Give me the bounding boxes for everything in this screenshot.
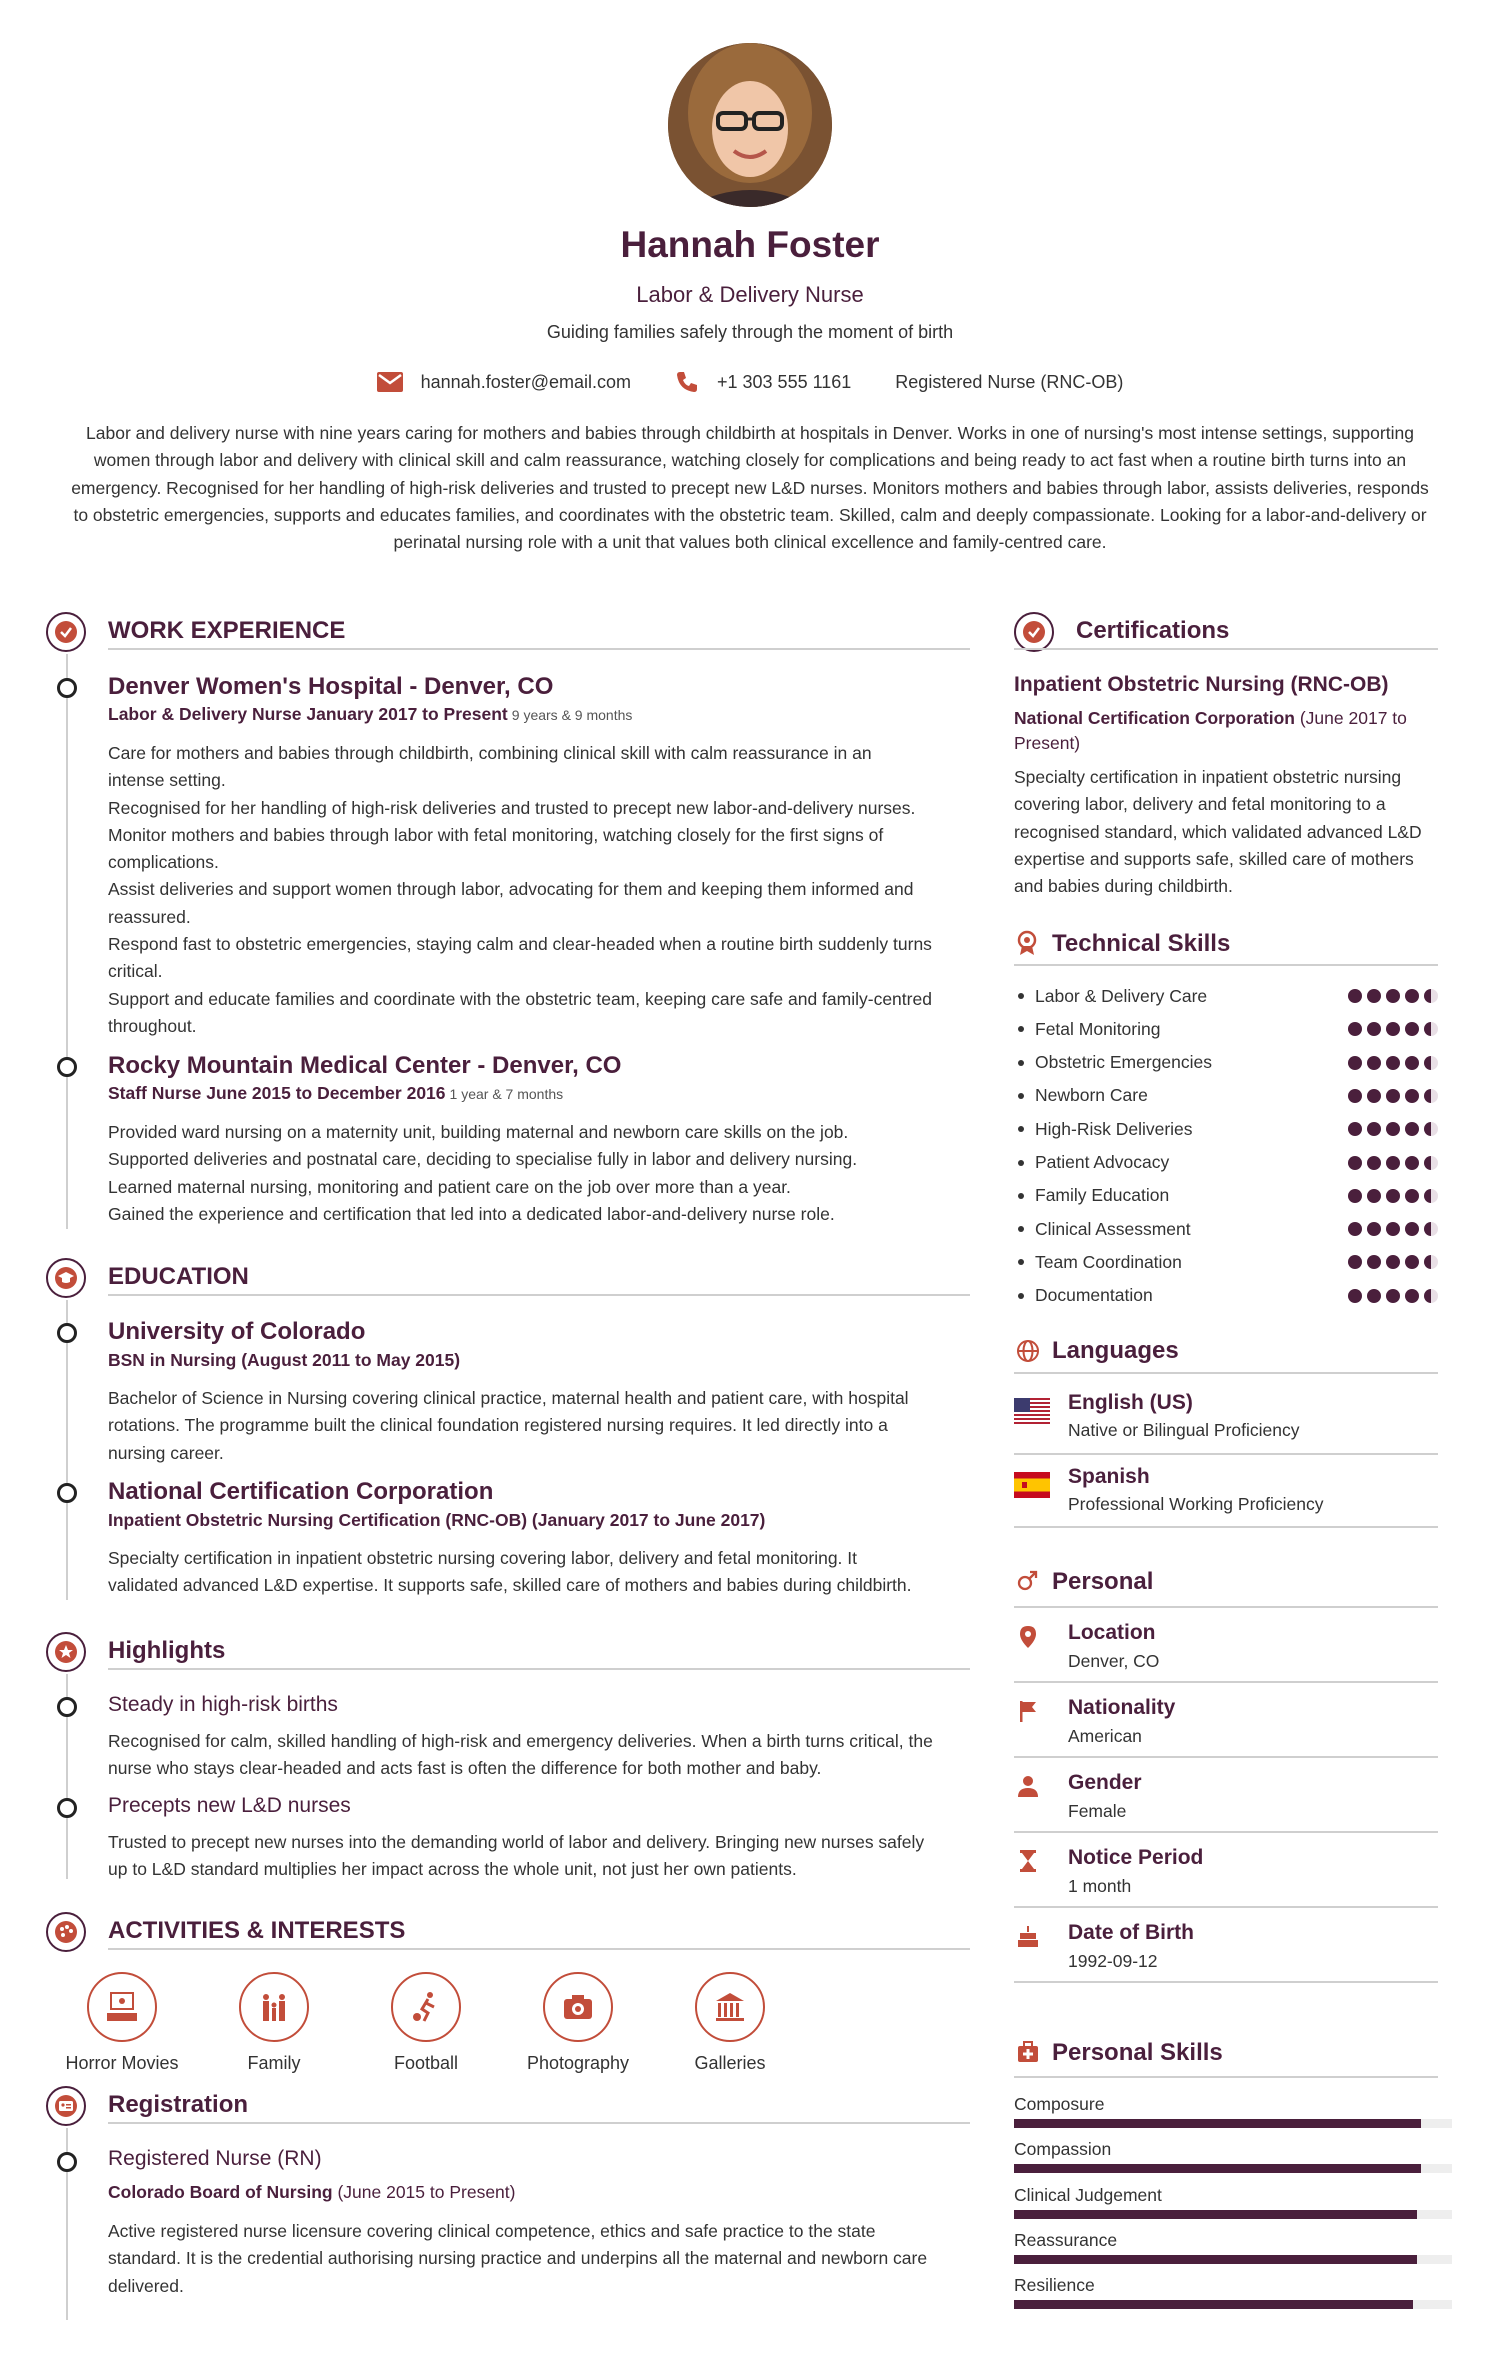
activity-item [503, 1972, 653, 2074]
highlight-description [108, 1728, 978, 1783]
phone-text: +1 303 555 1161 [717, 371, 852, 392]
certifications-section-icon [1014, 612, 1054, 652]
rating-dot [1367, 1189, 1381, 1203]
list-bullet [1018, 1226, 1024, 1232]
rating-dot [1424, 1022, 1438, 1036]
personal-label: Nationality [1068, 1696, 1176, 1719]
personal-skill-bar-fill [1014, 2119, 1421, 2128]
rating-dot [1367, 1022, 1381, 1036]
registration-dates: (June 2015 to Present) [337, 2182, 516, 2202]
timeline-dot [57, 2152, 77, 2172]
technical-skill-row [1014, 1281, 1438, 1311]
activity-label: Family [247, 2053, 301, 2073]
first-aid-kit-icon [1016, 2040, 1040, 2064]
email-text: hannah.foster@email.com [420, 371, 631, 392]
degree-text: Inpatient Obstetric Nursing Certification (RNC-OB) [108, 1510, 528, 1530]
technical-skill-row [1014, 1114, 1438, 1144]
technical-skill-label: Newborn Care [1035, 1085, 1148, 1106]
personal-skills-divider [1014, 2076, 1438, 2078]
rating-dot [1348, 1255, 1362, 1269]
personal-separator [1014, 1981, 1438, 1983]
degree-line: Bachelor of Science in Nursing covering clinical practice, maternal health and patient care, with hospital [108, 1388, 909, 1408]
degree-description [108, 1385, 978, 1467]
rating-dot [1367, 989, 1381, 1003]
activities-divider [108, 1948, 970, 1950]
job-role [108, 1083, 563, 1104]
avatar [668, 43, 832, 207]
activity-icon-ring [543, 1972, 613, 2042]
personal-separator [1014, 1831, 1438, 1833]
language-name: English (US) [1068, 1391, 1193, 1414]
highlights-section-title: Highlights [108, 1637, 226, 1664]
personal-separator [1014, 1756, 1438, 1758]
school-name: University of Colorado [108, 1318, 366, 1345]
highlights-section-icon [46, 1632, 86, 1672]
list-bullet [1018, 1026, 1024, 1032]
rating-dot [1348, 1089, 1362, 1103]
rating-dot [1405, 1289, 1419, 1303]
list-bullet [1018, 1126, 1024, 1132]
rating-dot [1348, 1056, 1362, 1070]
job-line: intense setting. [108, 770, 226, 791]
education-section-icon [46, 1258, 86, 1298]
award-icon [1016, 930, 1038, 956]
rating-dot [1386, 1222, 1400, 1236]
rating-dot [1348, 1022, 1362, 1036]
personal-skill-bar [1014, 2210, 1452, 2219]
certification-line: covering labor, delivery and fetal monitoring to a [1014, 794, 1386, 815]
registration-section-icon [46, 2086, 86, 2126]
degree-dates: (August 2011 to May 2015) [241, 1350, 461, 1370]
degree-line: nursing career. [108, 1442, 224, 1463]
list-bullet [1018, 1293, 1024, 1299]
id-card-icon [54, 2094, 78, 2118]
rating-dot [1424, 1089, 1438, 1103]
degree-line: rotations. The programme built the clinical foundation registered nursing requires. It led directly into a [108, 1415, 888, 1436]
certification-dates-b: Present) [1014, 733, 1081, 753]
rating-dot [1424, 1289, 1438, 1303]
activity-label: Photography [526, 2053, 630, 2073]
skill-rating [1348, 1022, 1438, 1036]
certification-line: recognised standard, which validated advanced L&D [1014, 821, 1422, 842]
personal-skill-bar [1014, 2255, 1452, 2264]
palette-icon [54, 1920, 78, 1944]
language-level: Native or Bilingual Proficiency [1068, 1420, 1300, 1440]
skill-rating [1348, 1122, 1438, 1136]
personal-value: Denver, CO [1068, 1651, 1160, 1671]
technical-skill-label: Patient Advocacy [1035, 1152, 1170, 1172]
technical-skill-label: Documentation [1035, 1285, 1153, 1306]
skill-rating [1348, 1089, 1438, 1103]
rating-dot [1405, 1122, 1419, 1136]
technical-skill-label: Team Coordination [1035, 1251, 1182, 1272]
job-role-text: Labor & Delivery Nurse January 2017 to Present [108, 704, 508, 724]
technical-skill-label: High-Risk Deliveries [1035, 1118, 1193, 1139]
degree-line [108, 1510, 765, 1531]
work-section-icon [46, 612, 86, 652]
list-bullet [1018, 1160, 1024, 1166]
activity-icon-ring [695, 1972, 765, 2042]
camera-icon [560, 1989, 596, 2025]
rating-dot [1348, 1189, 1362, 1203]
technical-skill-row [1014, 1214, 1438, 1244]
phone-icon [675, 370, 699, 394]
degree-line: Specialty certification in inpatient obstetric nursing covering labor, delivery and fetal monitoring. It [108, 1548, 858, 1568]
registration-line: standard. It is the credential authorising nursing practice and underpins all the maternal and newborn care [108, 2248, 928, 2269]
job-role [108, 704, 632, 725]
rating-dot [1367, 1255, 1381, 1269]
job-org: Rocky Mountain Medical Center - Denver, CO [108, 1052, 622, 1079]
highlight-title: Steady in high-risk births [108, 1693, 338, 1716]
personal-separator [1014, 1906, 1438, 1908]
rating-dot [1424, 1056, 1438, 1070]
work-timeline [66, 654, 68, 1229]
hourglass-icon [1016, 1849, 1040, 1873]
job-line: Support and educate families and coordinate with the obstetric team, keeping care safe and family-centred [108, 988, 932, 1009]
rating-dot [1405, 1255, 1419, 1269]
contact-email[interactable] [377, 372, 631, 393]
timeline-dot [57, 1057, 77, 1077]
family-icon [256, 1989, 292, 2025]
rating-dot [1405, 1022, 1419, 1036]
skill-rating [1348, 1222, 1438, 1236]
job-role-text: Staff Nurse June 2015 to December 2016 [108, 1083, 446, 1103]
personal-skill-bar [1014, 2164, 1452, 2173]
rating-dot [1424, 1156, 1438, 1170]
technical-skills-title: Technical Skills [1052, 930, 1231, 957]
us-flag [1014, 1398, 1050, 1424]
technical-skill-label: Obstetric Emergencies [1035, 1052, 1213, 1073]
rating-dot [1424, 1222, 1438, 1236]
timeline-dot [57, 678, 77, 698]
rating-dot [1367, 1122, 1381, 1136]
personal-label: Location [1068, 1621, 1156, 1644]
certification-line: Specialty certification in inpatient obstetric nursing [1014, 767, 1402, 787]
rating-dot [1386, 1255, 1400, 1269]
rating-dot [1405, 1089, 1419, 1103]
skill-rating [1348, 1189, 1438, 1203]
email-icon [377, 372, 403, 392]
technical-skill-label: Labor & Delivery Care [1035, 985, 1208, 1006]
certification-name: Inpatient Obstetric Nursing (RNC-OB) [1014, 673, 1389, 696]
rating-dot [1424, 1122, 1438, 1136]
job-duration: 9 years & 9 months [511, 707, 633, 723]
degree-line [108, 1350, 460, 1371]
rating-dot [1348, 1222, 1362, 1236]
personal-skill-bar-fill [1014, 2255, 1417, 2264]
certifications-divider [1014, 648, 1438, 650]
rating-dot [1386, 1022, 1400, 1036]
job-line: Care for mothers and babies through childbirth, combining clinical skill with calm reassurance in an [108, 743, 872, 763]
rating-dot [1367, 1289, 1381, 1303]
rating-dot [1405, 1156, 1419, 1170]
job-org: Denver Women's Hospital - Denver, CO [108, 673, 554, 700]
job-line: Recognised for her handling of high-risk deliveries and trusted to precept new labor-and-delivery nurses. [108, 797, 916, 818]
personal-label: Gender [1068, 1771, 1142, 1794]
job-duration: 1 year & 7 months [449, 1086, 564, 1102]
personal-separator [1014, 1681, 1438, 1683]
job-line: reassured. [108, 906, 191, 927]
skill-rating [1348, 1156, 1438, 1170]
language-separator [1014, 1526, 1438, 1528]
summary: Labor and delivery nurse with nine years caring for mothers and babies through childbirth at hospitals in Denver. Works in one of nursing's most intense settings, supporting women through labor and delivery with clinical skill and calm reassurance, watching closely for complications and being ready to act fast when a routine birth turns into an emergency. Recognised for her handling of high-risk deliveries and trusted to precept new L&D nurses. Monitors mothers and babies through labor, assists deliveries, responds to obstetric emergencies, supports and educates families, and coordinates with the obstetric team. Skilled, calm and deeply compassionate. Looking for a labor-and-delivery or perinatal nursing role with a unit that values both clinical excellence and family-centred care. [71, 423, 1429, 553]
license-text: Registered Nurse (RNC-OB) [895, 371, 1124, 392]
rating-dot [1367, 1222, 1381, 1236]
technical-skill-row [1014, 1014, 1438, 1044]
highlight-line: Recognised for calm, skilled handling of high-risk and emergency deliveries. When a birth turns critical, the [108, 1731, 933, 1751]
registration-line: delivered. [108, 2275, 184, 2296]
timeline-dot [57, 1483, 77, 1503]
rating-dot [1424, 1255, 1438, 1269]
activity-item [351, 1972, 501, 2074]
list-bullet [1018, 1259, 1024, 1265]
badge-check-icon [54, 620, 78, 644]
registration-issuer: Colorado Board of Nursing [108, 2182, 333, 2202]
activities-section-icon [46, 1912, 86, 1952]
football-icon [408, 1989, 444, 2025]
certification-issuer [1014, 706, 1438, 756]
job-line: Assist deliveries and support women through labor, advocating for them and keeping them informed and [108, 879, 914, 900]
rating-dot [1386, 1156, 1400, 1170]
technical-skill-row [1014, 1247, 1438, 1277]
graduation-cap-icon [54, 1266, 78, 1290]
certification-line: and babies during childbirth. [1014, 876, 1233, 897]
activities-section-title: ACTIVITIES & INTERESTS [108, 1917, 406, 1944]
job-line: critical. [108, 961, 163, 982]
registration-line: Active registered nurse licensure covering clinical competence, ethics and safe practice to the state [108, 2221, 876, 2241]
registration-divider [108, 2122, 970, 2124]
personal-label: Notice Period [1068, 1846, 1204, 1869]
rating-dot [1405, 1056, 1419, 1070]
highlight-title: Precepts new L&D nurses [108, 1794, 351, 1817]
personal-value: 1 month [1068, 1876, 1132, 1896]
technical-skill-row [1014, 1148, 1438, 1178]
personal-value: American [1068, 1726, 1142, 1746]
rating-dot [1405, 1222, 1419, 1236]
job-line: throughout. [108, 1015, 197, 1036]
degree-description [108, 1545, 978, 1600]
technical-skill-row [1014, 1181, 1438, 1211]
cinema-icon [104, 1989, 140, 2025]
school-name: National Certification Corporation [108, 1478, 494, 1505]
education-timeline [66, 1300, 68, 1600]
personal-skill-bar-fill [1014, 2210, 1417, 2219]
personal-skill-label: Reassurance [1014, 2229, 1118, 2250]
rating-dot [1348, 989, 1362, 1003]
personal-skill-label: Resilience [1014, 2275, 1095, 2296]
activity-icon-ring [239, 1972, 309, 2042]
technical-skill-row [1014, 1081, 1438, 1111]
personal-label: Date of Birth [1068, 1921, 1194, 1944]
activity-item [655, 1972, 805, 2074]
education-section-title: EDUCATION [108, 1263, 249, 1290]
rating-dot [1424, 989, 1438, 1003]
degree-text: BSN in Nursing [108, 1350, 237, 1370]
personal-value: Female [1068, 1801, 1127, 1821]
work-divider [108, 648, 970, 650]
personal-skill-label: Compassion [1014, 2139, 1112, 2160]
contact-bar [0, 370, 1500, 394]
rating-dot [1386, 1189, 1400, 1203]
timeline-dot [57, 1697, 77, 1717]
technical-skill-row [1014, 981, 1438, 1011]
rating-dot [1386, 1289, 1400, 1303]
activity-item [199, 1972, 349, 2074]
rating-dot [1405, 1189, 1419, 1203]
skill-rating [1348, 989, 1438, 1003]
person-icon [1016, 1774, 1040, 1798]
job-line: Gained the experience and certification that led into a dedicated labor-and-delivery nurse role. [108, 1203, 835, 1224]
rating-dot [1367, 1089, 1381, 1103]
technical-skill-row [1014, 1048, 1438, 1078]
timeline-dot [57, 1798, 77, 1818]
personal-skill-label: Composure [1014, 2094, 1105, 2114]
rating-dot [1424, 1189, 1438, 1203]
job-description [108, 740, 978, 1040]
skill-rating [1348, 1289, 1438, 1303]
list-bullet [1018, 993, 1024, 999]
technical-skill-label: Family Education [1035, 1185, 1170, 1206]
rating-dot [1386, 1056, 1400, 1070]
skill-rating [1348, 1056, 1438, 1070]
personal-skill-bar [1014, 2119, 1452, 2128]
highlight-description [108, 1829, 978, 1884]
flag-icon [1016, 1699, 1040, 1723]
registration-issuer-line [108, 2182, 515, 2203]
technical-skill-label: Fetal Monitoring [1035, 1018, 1161, 1039]
activity-icon-ring [87, 1972, 157, 2042]
degree-dates: (January 2017 to June 2017) [531, 1510, 766, 1530]
highlights-divider [108, 1668, 970, 1670]
rating-dot [1405, 989, 1419, 1003]
globe-icon [1016, 1339, 1040, 1363]
star-icon [54, 1640, 78, 1664]
languages-divider [1014, 1372, 1438, 1374]
job-line: Learned maternal nursing, monitoring and patient care on the job over more than a year. [108, 1176, 791, 1197]
technical-skill-label: Clinical Assessment [1035, 1218, 1191, 1239]
rating-dot [1386, 1089, 1400, 1103]
contact-phone[interactable] [675, 370, 851, 394]
degree-line: validated advanced L&D expertise. It supports safe, skilled care of mothers and babies during childbirth. [108, 1575, 912, 1596]
job-description [108, 1119, 978, 1228]
registration-section-title: Registration [108, 2091, 249, 2118]
activity-label: Galleries [694, 2053, 766, 2073]
certifications-title: Certifications [1076, 617, 1230, 644]
personal-skill-bar [1014, 2300, 1452, 2309]
job-line: complications. [108, 852, 219, 873]
activity-label: Horror Movies [65, 2053, 179, 2073]
list-bullet [1018, 1093, 1024, 1099]
work-section-title: WORK EXPERIENCE [108, 617, 346, 644]
technical-skills-divider [1014, 964, 1438, 966]
rating-dot [1348, 1122, 1362, 1136]
rating-dot [1367, 1056, 1381, 1070]
highlight-line: up to L&D standard multiplies her impact across the whole unit, not just her own patients. [108, 1859, 797, 1880]
registration-name: Registered Nurse (RN) [108, 2147, 322, 2170]
personal-skill-bar-fill [1014, 2300, 1413, 2309]
job-line: Monitor mothers and babies through labor with fetal monitoring, watching closely for the first signs of [108, 824, 884, 845]
tagline: Guiding families safely through the moment of birth [546, 322, 954, 342]
rating-dot [1367, 1156, 1381, 1170]
education-divider [108, 1294, 970, 1296]
job-line: Respond fast to obstetric emergencies, staying calm and clear-headed when a routine birth suddenly turns [108, 934, 932, 955]
candidate-name: Hannah Foster [620, 224, 880, 265]
languages-title: Languages [1052, 1337, 1179, 1364]
highlight-line: Trusted to precept new nurses into the demanding world of labor and delivery. Bringing new nurses safely [108, 1832, 925, 1852]
location-pin-icon [1016, 1625, 1040, 1649]
timeline-dot [57, 1323, 77, 1343]
gender-symbol-icon [1016, 1570, 1038, 1592]
personal-divider [1014, 1606, 1438, 1608]
contact-license [895, 372, 1123, 393]
personal-skill-bar-fill [1014, 2164, 1421, 2173]
rating-dot [1348, 1156, 1362, 1170]
language-separator [1014, 1453, 1438, 1455]
personal-skill-label: Clinical Judgement [1014, 2184, 1162, 2205]
language-name: Spanish [1068, 1465, 1150, 1488]
rating-dot [1386, 989, 1400, 1003]
certification-line: expertise and supports safe, skilled care of mothers [1014, 848, 1414, 869]
personal-skills-title: Personal Skills [1052, 2039, 1223, 2066]
activity-item [47, 1972, 197, 2074]
gallery-icon [712, 1989, 748, 2025]
job-line: Supported deliveries and postnatal care, deciding to specialise fully in labor and delivery nursing. [108, 1149, 858, 1170]
personal-value: 1992-09-12 [1068, 1951, 1158, 1971]
certification-issuer-name: National Certification Corporation [1014, 708, 1295, 728]
rating-dot [1386, 1122, 1400, 1136]
personal-title: Personal [1052, 1568, 1154, 1595]
job-title: Labor & Delivery Nurse [636, 282, 864, 307]
activity-icon-ring [391, 1972, 461, 2042]
skill-rating [1348, 1255, 1438, 1269]
language-level: Professional Working Proficiency [1068, 1494, 1324, 1514]
registration-description [108, 2218, 978, 2300]
certification-dates-a: (June 2017 to [1299, 708, 1407, 728]
spain-flag [1014, 1472, 1050, 1498]
certification-description [1014, 764, 1438, 900]
list-bullet [1018, 1193, 1024, 1199]
list-bullet [1018, 1060, 1024, 1066]
job-line: Provided ward nursing on a maternity unit, building maternal and newborn care skills on the job. [108, 1122, 849, 1142]
cake-icon [1016, 1924, 1040, 1948]
highlight-line: nurse who stays clear-headed and acts fast is often the difference for both mother and baby. [108, 1758, 822, 1779]
activity-label: Football [393, 2053, 459, 2073]
badge-check-icon [1022, 620, 1046, 644]
rating-dot [1348, 1289, 1362, 1303]
